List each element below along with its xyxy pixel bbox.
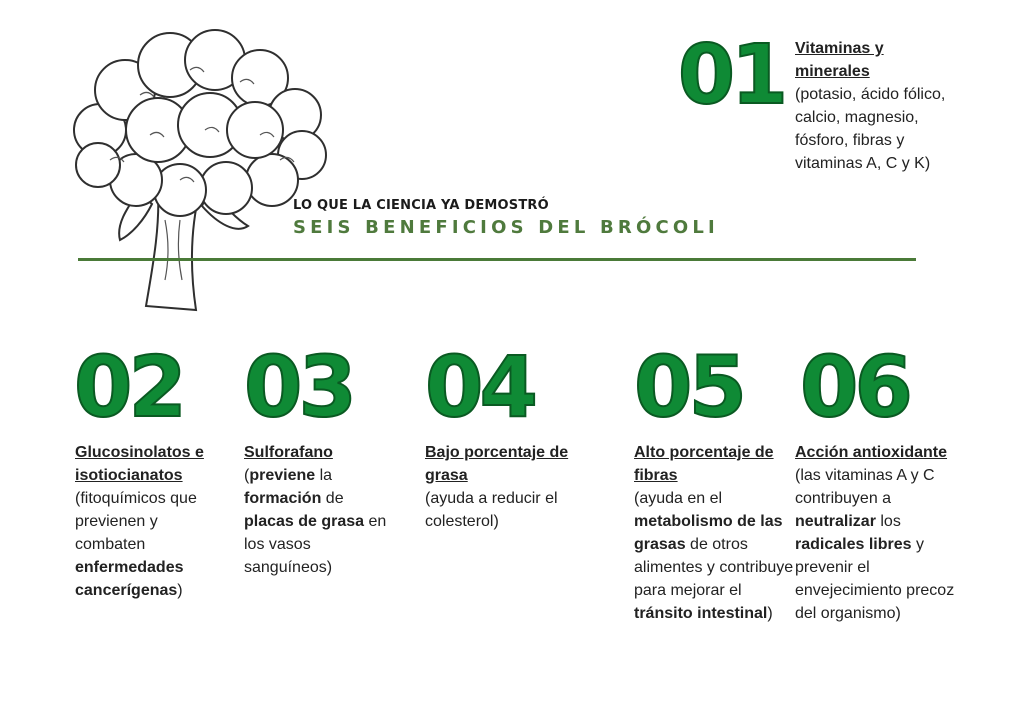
number-06: 06 <box>800 338 909 436</box>
number-03: 03 <box>244 338 353 436</box>
benefit-item-03 <box>244 441 394 579</box>
broccoli-icon <box>40 20 340 330</box>
benefit-item-06 <box>795 441 955 625</box>
benefit-title: Vitaminas y minerales <box>795 40 884 80</box>
benefit-item-01 <box>795 37 955 175</box>
emphasis-text: formación <box>244 490 322 507</box>
emphasis-text: placas de grasa <box>244 513 365 530</box>
benefit-description: (las vitaminas A y C contribuyen a neutralizar los radicales libres y prevenir el envejecimiento precoz del organismo) <box>795 467 955 622</box>
benefit-description: (previene la formación de placas de grasa en los vasos sanguíneos) <box>244 467 387 576</box>
emphasis-text: tránsito intestinal <box>634 605 768 622</box>
number-01: 01 <box>678 28 785 123</box>
header <box>293 198 719 238</box>
benefit-title: Alto porcentaje de fibras <box>634 444 774 484</box>
benefit-title: Acción antioxidante <box>795 444 948 461</box>
emphasis-text: previene <box>249 467 316 484</box>
benefit-title: Sulforafano <box>244 444 333 461</box>
number-05: 05 <box>634 338 743 436</box>
number-04: 04 <box>425 338 534 436</box>
emphasis-text: enfermedades cancerígenas <box>75 559 184 599</box>
header-kicker: LO QUE LA CIENCIA YA DEMOSTRÓ <box>293 198 549 213</box>
benefit-item-05 <box>634 441 794 625</box>
benefit-description: (ayuda a reducir el colesterol) <box>425 490 558 530</box>
benefit-description: (fitoquímicos que previenen y combaten enfermedades cancerígenas) <box>75 490 197 599</box>
benefit-title: Bajo porcentaje de grasa <box>425 444 569 484</box>
page-title: SEIS BENEFICIOS DEL BRÓCOLI <box>293 217 719 238</box>
emphasis-text: neutralizar <box>795 513 876 530</box>
benefit-item-04 <box>425 441 585 533</box>
benefit-description: (ayuda en el metabolismo de las grasas de otros alimentes y contribuye para mejorar el tránsito intestinal) <box>634 490 794 622</box>
benefit-item-02 <box>75 441 225 602</box>
benefit-description: (potasio, ácido fólico, calcio, magnesio, fósforo, fibras y vitaminas A, C y K) <box>795 86 946 172</box>
number-02: 02 <box>74 338 183 436</box>
benefit-title: Glucosinolatos e isotiocianatos <box>75 444 204 484</box>
emphasis-text: radicales libres <box>795 536 912 553</box>
divider <box>78 258 916 261</box>
emphasis-text: metabolismo de las grasas <box>634 513 783 553</box>
